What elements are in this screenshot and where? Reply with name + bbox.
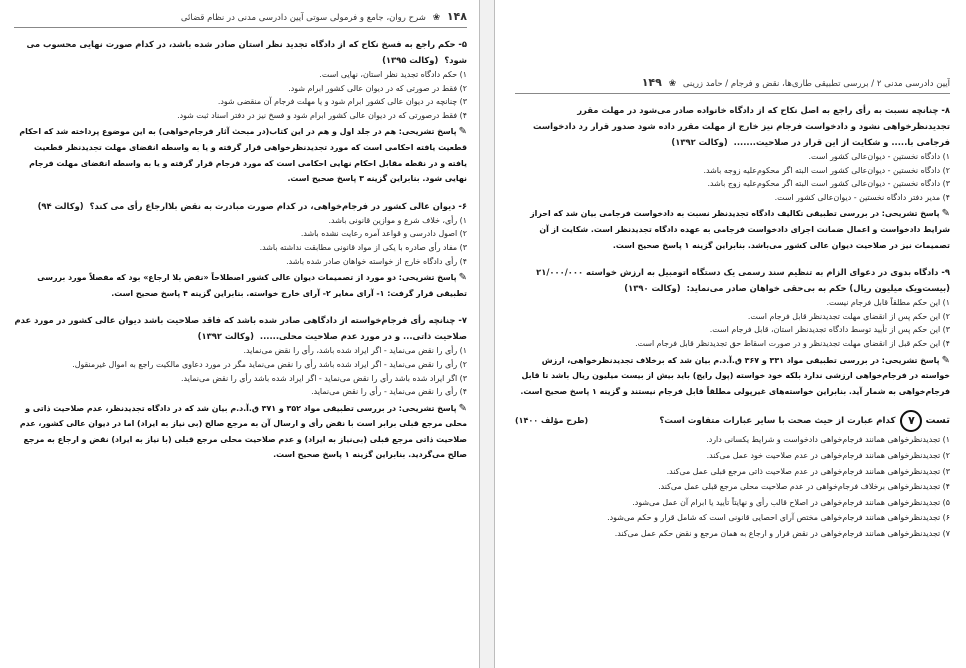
option-7: ۷) تجدیدنظرخواهی همانند فرجام‌خواهی در نقض قرار و ارجاع به همان مرجع و نقض حکم عمل می‌کند.: [614, 528, 950, 538]
option-3: ۳) دادگاه نخستین - دیوان‌عالی کشور است البته اگر محکوم‌علیه زوج باشد.: [707, 179, 950, 189]
option-2: ۲) دادگاه نخستین - دیوان‌عالی کشور است البته اگر محکوم‌علیه زوجه باشد.: [703, 165, 950, 175]
question-source: (وکالت ۱۳۹۰): [624, 283, 681, 294]
question-stem: ۵- حکم راجع به فسخ نکاح که از دادگاه تجدید نظر استان صادر شده باشد، در کدام صورت نهایی محسوب می شود؟(وکالت ۱۳۹۵): [26, 39, 467, 65]
question-9: [515, 264, 950, 399]
page-149: [494, 0, 966, 668]
answer-label: ✎ پاسخ تشریحی:: [399, 401, 467, 417]
option-4: ۴) این حکم قبل از انقضای مهلت تجدیدنظر و در صورت اسقاط حق تجدیدنظر قابل فرجام است.: [635, 338, 950, 348]
page-148: [0, 0, 480, 668]
running-head-text: آیین دادرسی مدنی ۲ / بررسی تطبیقی طاری‌ها، نقض و فرجام / حامد زرینی: [682, 79, 950, 89]
answer-label: ✎ پاسخ تشریحی:: [399, 124, 467, 140]
test-source: (طرح مؤلف ۱۴۰۰): [515, 416, 589, 426]
test-7-header: [515, 410, 950, 432]
option-2: ۲) فقط در صورتی که در دیوان عالی کشور ابرام شود.: [288, 83, 467, 93]
option-3: ۳) اگر ایراد شده باشد رأی را نقض می‌نماید - اگر ایراد شده باشد رأی را نقض می‌نماید.: [181, 373, 467, 383]
option-6: ۶) تجدیدنظرخواهی همانند فرجام‌خواهی مختص آرای احصایی قانونی است که شامل قرار و حکم می‌شود.: [607, 513, 950, 523]
question-stem: ۹- دادگاه بدوی در دعوای الزام به تنظیم سند رسمی یک دستگاه اتومبیل به ارزش خواسته ۲۱/۰۰۰/۰۰۰ (بیست‌ویک میلیون ریال) حکم به بی‌حقی خواهان صادر می‌نماید:(وکالت ۱۳۹۰): [536, 267, 950, 294]
option-1: ۱) رأی، خلاف شرع و موازین قانونی باشد.: [328, 215, 467, 225]
option-1: ۱) حکم دادگاه تجدید نظر استان، نهایی است.: [319, 70, 467, 79]
page-number: ۱۴۸: [446, 10, 467, 23]
option-1: ۱) تجدیدنظرخواهی همانند فرجام‌خواهی دادخواست و شرایط یکسانی دارد.: [706, 435, 950, 445]
running-head-149: [515, 76, 950, 94]
running-head-text: شرح روان، جامع و فرمولی سوتی آیین دادرسی مدنی در نظام قضائی: [180, 13, 426, 23]
test-lead-label: تست: [925, 415, 950, 427]
question-source: (وکالت ۱۳۹۲): [671, 137, 728, 147]
option-1: ۱) این حکم مطلقاً قابل فرجام نیست.: [826, 298, 950, 308]
flower-ornament-icon: ❀: [432, 13, 441, 23]
answer-explanation: ✎ پاسخ تشریحی: در بررسی تطبیقی مواد ۳۳۱ و ۳۶۷ ق.آ.د.م بیان شد که برخلاف تجدیدنظرخواهی، ارزش خواسته در فرجام‌خواهی ارزشی ندارد بلکه خود خواسته (پول رایج) باید بیش از بیست میلیون ریال باشد تا قابل فرجام‌خواهی به شمار آید. بنابراین خواسته‌های غیرپولی مطلقاً قابل فرجام نیستند و گزینه ۱ پاسخ صحیح است.: [515, 353, 950, 400]
flower-ornament-icon: ❀: [668, 79, 677, 89]
question-source: (وکالت ۱۳۹۵): [382, 55, 439, 65]
option-4: ۴) رأی را نقض می‌نماید - رأی را نقض می‌نماید.: [311, 387, 467, 397]
question-stem: ۷- چنانچه رأی فرجام‌خواسته از دادگاهی صادر شده باشد که فاقد صلاحیت باشد دیوان عالی کشور در مورد عدم صلاحیت ذاتی... و در مورد عدم صلاحیت محلی......(وکالت ۱۳۹۲): [14, 315, 467, 342]
answer-explanation: ✎ پاسخ تشریحی: هم در جلد اول و هم در این کتاب(در مبحث آثار فرجام‌خواهی) به این موضوع پرداخته شد که احکام قطعیت یافته احکامی است که مورد تجدیدنظرخواهی قرار گرفته و یا به واسطه انقضای مهلت تجدیدنظر قطعیت یافته و در نقطه مقابل احکام نهایی احکامی است که مورد فرجام قرار گرفته و یا به واسطه انقضای مهلت فرجام نهایی شود. بنابراین گزینه ۳ پاسخ صحیح است.: [14, 124, 467, 186]
option-5: ۵) تجدیدنظرخواهی همانند فرجام‌خواهی در اصلاح قالب رأی و نهایتاً تأیید یا ابرام آن عمل می‌شود.: [632, 497, 950, 507]
option-2: ۲) رأی را نقض می‌نماید - اگر ایراد شده باشد رأی را نقض می‌نماید مگر در مورد دعاوی مالکیت راجع به اموال غیرمنقول.: [72, 359, 467, 369]
question-6: [14, 198, 467, 302]
answer-explanation: ✎ پاسخ تشریحی: در بررسی تطبیقی تکالیف دادگاه تجدیدنظر نسبت به دادخواست فرجامی بیان شد که احراز شرایط دادخواست و اعمال ضمانت اجرای دادخواست فرجامی به عهده دادگاه تجدیدنظر است. شکایت از آن تصمیمات نیز در صلاحیت دیوان عالی کشور می‌باشد. بنابراین گزینه ۱ پاسخ صحیح است.: [515, 206, 950, 253]
test-number-badge: ۷: [900, 410, 922, 432]
answer-label: ✎ پاسخ تشریحی:: [399, 270, 467, 286]
option-1: ۱) دادگاه نخستین - دیوان‌عالی کشور است.: [808, 152, 950, 161]
book-gutter: [480, 0, 494, 668]
option-4: ۴) مدیر دفتر دادگاه نخستین - دیوان‌عالی کشور است.: [774, 192, 950, 202]
question-stem: ۸- چنانچه نسبت به رأی راجع به اصل نکاح که از دادگاه خانواده صادر می‌شود در مهلت مقرر تجدیدنظرخواهی نشود و دادخواست فرجام نیز خارج از مهلت مقرر داده شود صدور قرار رد دادخواست فرجامی با..... و شکایت از این قرار در صلاحیت.......(وکالت ۱۳۹۲): [533, 105, 950, 147]
running-head-148: [14, 10, 467, 28]
option-1: ۱) رأی را نقض می‌نماید - اگر ایراد شده باشد، رأی را نقض می‌نماید.: [243, 346, 467, 356]
option-2: ۲) این حکم پس از انقضای مهلت تجدیدنظر قابل فرجام است.: [747, 311, 950, 321]
question-7: [14, 312, 467, 463]
question-stem: ۶- دیوان عالی کشور در فرجام‌خواهی، در کدام صورت مبادرت به نقض بلاارجاع رأی می کند؟(وکالت ۹۴): [37, 200, 467, 211]
option-3: ۳) مفاد رأی صادره با یکی از مواد قانونی مطابقت نداشته باشد.: [259, 242, 467, 252]
option-4: ۴) تجدیدنظرخواهی برخلاف فرجام‌خواهی در عدم صلاحیت محلی مرجع قبلی عمل می‌کند.: [658, 482, 950, 492]
question-5: [14, 36, 467, 187]
answer-label: ✎ پاسخ تشریحی:: [882, 206, 950, 222]
question-source: (وکالت ۹۴): [37, 200, 84, 211]
option-3: ۳) چنانچه در دیوان عالی کشور ابرام شود و یا مهلت فرجام آن منقضی شود.: [217, 97, 467, 107]
answer-label: ✎ پاسخ تشریحی:: [882, 353, 950, 369]
option-2: ۲) تجدیدنظرخواهی همانند فرجام‌خواهی در عدم صلاحیت خود عمل می‌کند.: [706, 450, 950, 460]
test-7: [515, 410, 950, 541]
option-2: ۲) اصول دادرسی و قواعد آمره رعایت نشده باشد.: [300, 229, 467, 239]
option-4: ۴) فقط درصورتی که در دیوان عالی کشور ابرام شود و فسخ نیز در دفتر اسناد ثبت شود.: [177, 110, 467, 120]
question-8: [515, 102, 950, 253]
answer-explanation: ✎ پاسخ تشریحی: در بررسی تطبیقی مواد ۳۵۲ و ۳۷۱ ق.آ.د.م بیان شد که در دادگاه تجدیدنظر، عدم صلاحیت ذاتی و محلی مرجع قبلی برابر است با نقض رأی و ارسال آن به مرجع صالح (بی نیاز به ایراد) اما در دیوان عالی کشور، عدم صلاحیت ذاتی مرجع قبلی (بی‌نیاز به ایراد) و عدم صلاحیت محلی مرجع قبلی (با نیاز به ایراد) نقض و ارجاع به مرجع صالح می‌گردید. بنابراین گزینه ۱ پاسخ صحیح است.: [14, 401, 467, 463]
option-4: ۴) رأی دادگاه خارج از خواسته خواهان صادر شده باشد.: [286, 256, 467, 266]
test-stem: کدام عبارت از حیث صحت با سایر عبارات متفاوت است؟: [659, 416, 896, 427]
option-3: ۳) این حکم پس از تأیید توسط دادگاه تجدیدنظر استان، قابل فرجام است.: [709, 325, 950, 335]
page-number: ۱۴۹: [641, 76, 662, 89]
option-3: ۳) تجدیدنظرخواهی همانند فرجام‌خواهی در عدم صلاحیت ذاتی مرجع قبلی عمل می‌کند.: [666, 466, 950, 476]
answer-explanation: ✎ پاسخ تشریحی: دو مورد از تصمیمات دیوان عالی کشور اصطلاحاً «نقض بلا ارجاع» بود که مفصلاً مورد بررسی تطبیقی قرار گرفت: ۱- آرای مغایر ۲- آرای خارج خواسته. بنابراین گزینه ۴ پاسخ صحیح است.: [14, 270, 467, 301]
question-source: (وکالت ۱۳۹۲): [197, 331, 254, 342]
